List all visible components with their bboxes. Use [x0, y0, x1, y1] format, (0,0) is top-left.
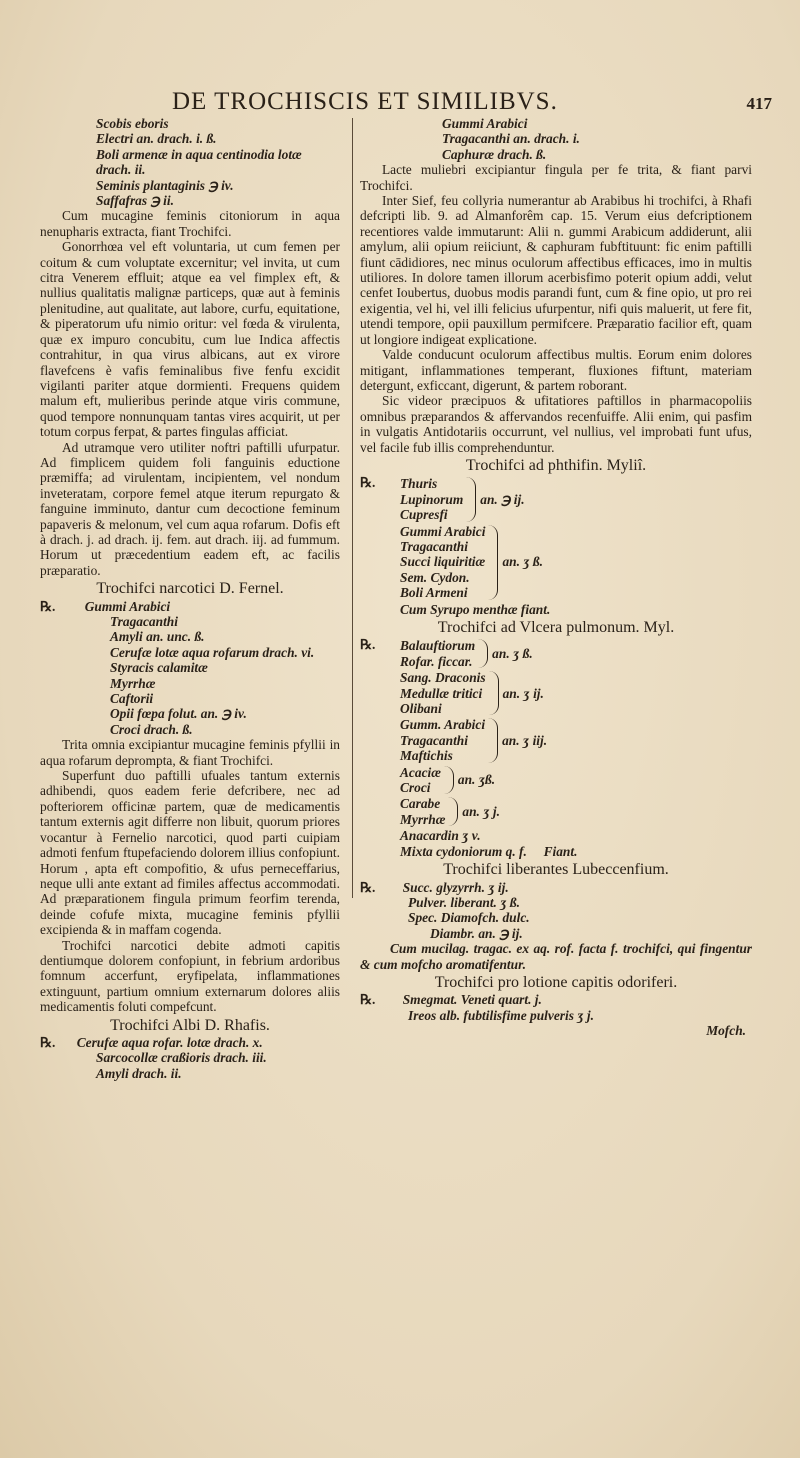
recipe-symbol: ℞. [360, 475, 376, 491]
recipe-line: Gummi Arabici [442, 116, 528, 131]
paragraph: Superfunt duo paftilli ufuales tantum externis adhibendi, quos eadem ferie defcribere, nec ad pofteriorem officinæ partem, quæ de medicamentis tantum externis agit differre non libuit, quorum priores vocantur à Fernelio narcotici, quod parti cuipiam admoti fenfum ftupefaciendo dolorem illius confopiunt. Horum , apta eft compofitio, & ufus perneceffarius, neque ulli ante extant ad fimiles affectus accommodati. Ad præparationem fingula primum feorfim terenda, deinde cofufe mixta, mucagine feminis pfyllii excipienda & in maffam cogenda. [40, 768, 340, 938]
recipe-line: Scobis eboris [96, 116, 169, 131]
recipe-line: Tragacanthi [110, 614, 178, 629]
ingredient-group [400, 796, 577, 827]
paragraph: Valde conducunt oculorum affectibus multis. Eorum enim dolores mitigant, inflammationes temperant, fluxiones fiftunt, materiam detergunt, exficcant, digerunt, & partem roborant. [360, 347, 752, 393]
recipe-line: Opii fœpa folut. an. ℈ iv. [110, 706, 247, 722]
column-rule [352, 118, 353, 898]
ingredient-group [400, 765, 577, 796]
recipe-ingredient: Balauftiorum [400, 638, 476, 654]
recipe-ingredient: Thuris [400, 476, 438, 492]
recipe-line: Anacardin ʒ v. [400, 828, 481, 844]
recipe-ingredient: Carabe [400, 796, 441, 812]
recipe-ingredient: Succi liquiritiæ [400, 554, 486, 570]
brace [447, 797, 458, 826]
paragraph: Lacte muliebri excipiantur fingula per fe trita, & fiant parvi Trochifci. [360, 162, 752, 193]
recipe-line: Cerufæ lotæ aqua rofarum drach. vi. [110, 644, 315, 660]
page-header [172, 88, 772, 116]
recipe-symbol: ℞. [40, 598, 56, 614]
recipe-ingredient: Gummi Arabici [84, 598, 171, 614]
catchword: Mofch. [706, 1023, 746, 1039]
recipe-line: Tragacanthi an. drach. i. [442, 131, 580, 147]
recipe-line: Ireos alb. fubtilisfime pulveris ʒ j. [408, 1007, 594, 1023]
paragraph: Cum mucagine feminis citoniorum in aqua nenupharis extracta, fiant Trochifci. [40, 208, 340, 239]
ingredient-group [400, 717, 577, 763]
recipe-quantity: an. ʒ ß. [502, 554, 543, 570]
paragraph: Sic videor præcipuos & ufitatiores paftillos in pharmacopoliis omnibus præparandos & affervandos recenfuiffe. Alii enim, qui pasfim in vulgatis Antidotariis occurrunt, vel nullius, vel improbati funt ufus, vel facile fub illis comprehenduntur. [360, 393, 752, 455]
recipe-line: Diambr. an. ℈ ij. [430, 925, 523, 941]
recipe-line: Styracis calamitæ [110, 660, 208, 676]
recipe-line: Myrrhæ [110, 675, 156, 691]
recipe-quantity: an. ʒ ij. [502, 685, 544, 701]
recipe-ingredient: Olibani [400, 701, 442, 717]
recipe-block [360, 637, 752, 859]
brace [477, 639, 488, 668]
recipe-line: Caftorii [110, 691, 154, 707]
recipe-ingredient: Sang. Draconis [400, 670, 486, 686]
recipe-ingredient: Acaciæ [400, 764, 441, 780]
recipe-ingredient: Boli Armeni [400, 585, 468, 601]
page-number: 417 [746, 94, 772, 113]
recipe-ingredient: Maftichis [400, 748, 453, 764]
paragraph: Ad utramque vero utiliter noftri paftilli ufurpatur. Ad fimplicem quidem foli fanguinis eductione præmiffa; ad virulentam, incipientem, vel nondum inveteratam, corpore femel atque iterum repurgato & fanguine imminuto, dantur cum decoctione feminum papaveris & melonum, vel cum aqua rofarum. Dofis eft à drach. j. ad drach. ij. fem. aut drach. iij. ad fummum. Horum ut præcedentium eadem eft, ac facilis præparatio. [40, 439, 340, 578]
ingredient-group [400, 476, 550, 522]
section-heading: Trochifci pro lotione capitis odoriferi. [434, 973, 678, 991]
recipe-ingredient: Tragacanthi [400, 732, 468, 748]
running-head: DE TROCHISCIS ET SIMILIBVS. [172, 88, 558, 115]
recipe-line [40, 1035, 340, 1050]
recipe-quantity: an. ʒ j. [462, 804, 500, 820]
recipe-ingredient: Succ. glyzyrrh. ʒ ij. [402, 879, 509, 895]
recipe-line: Cum Syrupo menthæ fiant. [400, 601, 551, 617]
recipe-ingredient: Gummi Arabici [400, 523, 486, 539]
recipe-quantity: an. ℈ ij. [480, 491, 525, 507]
recipe-ingredient: Lupinorum [400, 491, 464, 507]
brace [488, 671, 499, 715]
recipe-quantity: an. ʒ iij. [502, 732, 548, 748]
recipe-line: Mixta cydoniorum q. f. Fiant. [400, 843, 578, 859]
recipe-line: Caphuræ drach. ß. [442, 146, 547, 162]
recipe-symbol: ℞. [360, 637, 376, 653]
paragraph: Trita omnia excipiantur mucagine feminis pfyllii in aqua rofarum deprompta, & fiant Trochifci. [40, 737, 340, 768]
recipe-ingredient: Cerufæ aqua rofar. lotæ drach. x. [76, 1034, 263, 1050]
recipe-ingredient: Medullæ tritici [400, 685, 483, 701]
recipe-line [360, 992, 752, 1007]
section-heading: Trochifci ad Vlcera pulmonum. Myl. [437, 619, 675, 636]
recipe-ingredient: Smegmat. Veneti quart. j. [402, 992, 542, 1008]
section-heading: Trochifci narcotici D. Fernel. [96, 580, 284, 598]
recipe-line: Boli armenæ in aqua centinodia lotæ drach. ii. [96, 146, 302, 178]
ingredient-group [400, 670, 577, 716]
recipe-ingredient: Cupresfi [400, 507, 448, 523]
recipe-line: Seminis plantaginis ℈ iv. [96, 177, 234, 193]
recipe-ingredient: Myrrhæ [400, 811, 446, 827]
recipe-symbol: ℞. [40, 1034, 56, 1050]
recipe-line [40, 599, 340, 614]
recipe-groups [400, 475, 550, 617]
section-heading: Trochifci Albi D. Rhafis. [110, 1016, 270, 1034]
recipe-line: Saffafras ℈ ii. [96, 193, 174, 209]
recipe-line: Amyli an. unc. ß. [110, 629, 205, 645]
ingredient-group [400, 638, 577, 669]
paragraph: Inter Sief, feu collyria numerantur ab Arabibus hi trochifci, à Rhafi defcripti lib. 9. ad Almanforêm cap. 15. Verum eius defcriptionem recentiores valde immutarunt: Alii n. gummi Arabicum addiderunt, alii amylum, alii opium reiiciunt, & caphuram fubftituunt: fic enim paftilli fiunt cādidiores, nec minus oculorum affectibus efficaces, imo in multis utiliores. In dolore tamen illorum acerbisfimo poterit opium addi, velut cenfet Ioubertus, duobus modis parandi funt, cum & fine opio, ut pro rei exigentia, vel hi, vel illi felicius ufurpentur, nifi quis maluerit, ut fere fit, utendi tempore, opii pauxillum permifcere. Præparatio facilior eft, quam ut longiore indigeat explicatione. [360, 193, 752, 347]
recipe-line [360, 880, 752, 895]
recipe-quantity: an. ʒ ß. [492, 646, 533, 662]
recipe-ingredient: Rofar. ficcar. [400, 653, 473, 669]
recipe-ingredient: Sem. Cydon. [400, 569, 470, 585]
ingredient-group [400, 524, 550, 601]
recipe-line: Croci drach. ß. [110, 721, 193, 737]
brace [487, 718, 498, 762]
recipe-line: Electri an. drach. i. ß. [96, 131, 217, 147]
recipe-symbol: ℞. [360, 879, 376, 895]
recipe-groups [400, 637, 577, 859]
right-column [360, 116, 752, 1039]
recipe-ingredient: Croci [400, 780, 431, 796]
recipe-block [360, 475, 752, 617]
recipe-quantity: an. ʒß. [457, 772, 496, 788]
recipe-line: Amyli drach. ii. [96, 1065, 182, 1081]
recipe-line: Pulver. liberant. ʒ ß. [408, 894, 520, 910]
recipe-symbol: ℞. [360, 992, 376, 1008]
brace [465, 477, 476, 521]
recipe-ingredient: Gumm. Arabici [400, 717, 486, 733]
paragraph: Gonorrhœa vel eft voluntaria, ut cum femen per coitum & cum voluptate excernitur; vel invita, ut cum citra Venerem effluit; atque ea vel fimplex eft, & nullius qualitatis malignæ particeps, quæ aut à feminis plenitudine, aut qualitate, aut labore, curfu, equitatione, & piperatorum ufu nimio oritur: vel fœda & virulenta, quæ ex impuro concubitu, cum lue Indica affectis contrahitur, in qua virus albicans, aut ex virore flavefcens è vafis feminalibus five fenfu excidit vigilanti pariter atque dormienti. Frequens quidem malum eft, mulieribus perinde atque viris commune, quod tempore nonnunquam tantas vires acquirit, ut per totum corpus ferpat, & partes fingulas afficiat. [40, 239, 340, 440]
left-column [40, 116, 340, 1081]
recipe-note: Cum mucilag. tragac. ex aq. rof. facta f. trochifci, qui fingentur & cum mofcho aromatifentur. [360, 941, 752, 972]
paragraph: Trochifci narcotici debite admoti capitis dentiumque dolorem confopiunt, in febrium ardoribus fomnum accerfunt, eryfipelata, inflammationes extinguunt, partium omnium externarum dolores aliis medicamentis foluti compefcunt. [40, 937, 340, 1015]
recipe-line: Sarcocollæ craßioris drach. iii. [96, 1050, 267, 1066]
brace [443, 766, 454, 795]
section-heading: Trochifci liberantes Lubeccenfium. [443, 861, 669, 879]
brace [487, 525, 498, 600]
recipe-line: Spec. Diamofch. dulc. [408, 910, 530, 926]
recipe-ingredient: Tragacanthi [400, 538, 468, 554]
section-heading: Trochifci ad phthifin. Myliî. [465, 456, 647, 474]
